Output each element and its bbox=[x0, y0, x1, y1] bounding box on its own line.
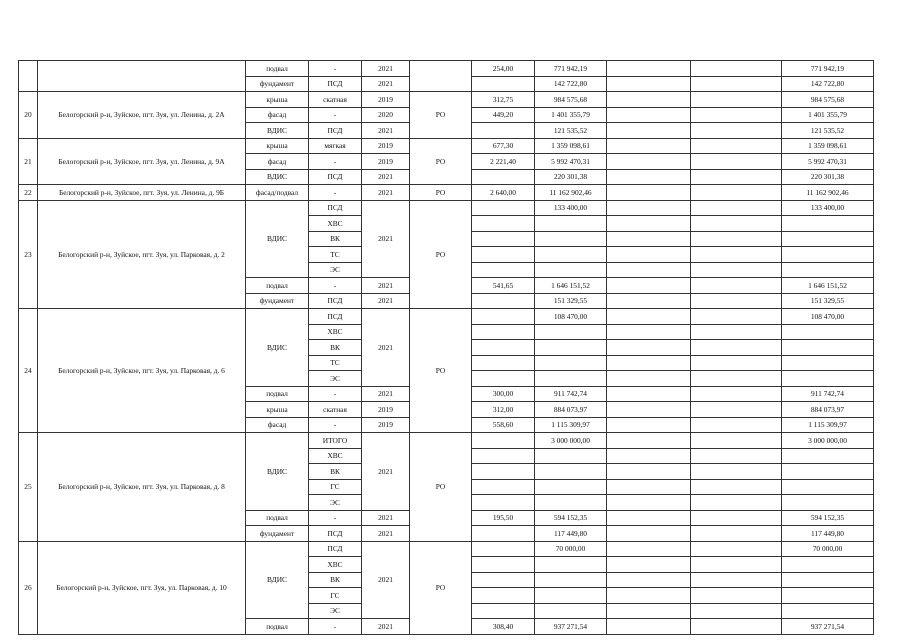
empty-cell bbox=[607, 557, 691, 573]
empty-cell bbox=[607, 588, 691, 604]
type-cell: ХВС bbox=[309, 324, 362, 340]
empty-cell bbox=[691, 464, 782, 480]
type-cell: - bbox=[309, 154, 362, 170]
year-cell: 2021 bbox=[362, 278, 410, 294]
cost-cell: 1 115 309,97 bbox=[535, 417, 607, 433]
work-cell: ВДИС bbox=[246, 541, 309, 619]
work-cell: крыша bbox=[246, 92, 309, 108]
area-cell: 558,60 bbox=[472, 417, 535, 433]
total-cell: 70 000,00 bbox=[782, 541, 874, 557]
empty-cell bbox=[535, 603, 607, 619]
empty-cell bbox=[691, 619, 782, 635]
empty-cell bbox=[535, 371, 607, 387]
work-cell: фасад bbox=[246, 107, 309, 123]
type-cell: ЭС bbox=[309, 603, 362, 619]
type-cell: - bbox=[309, 417, 362, 433]
table-row bbox=[19, 92, 874, 108]
empty-cell bbox=[607, 603, 691, 619]
empty-cell bbox=[607, 464, 691, 480]
empty-cell bbox=[607, 262, 691, 278]
empty-cell bbox=[607, 541, 691, 557]
ro-cell: РО bbox=[410, 138, 472, 185]
empty-cell bbox=[535, 216, 607, 232]
total-cell: 121 535,52 bbox=[782, 123, 874, 139]
cost-cell: 133 400,00 bbox=[535, 200, 607, 216]
area-cell: 312,75 bbox=[472, 92, 535, 108]
cost-cell: 11 162 902,46 bbox=[535, 185, 607, 201]
area-cell bbox=[472, 76, 535, 92]
total-cell: 142 722,80 bbox=[782, 76, 874, 92]
row-number: 25 bbox=[19, 433, 38, 542]
empty-cell bbox=[472, 572, 535, 588]
year-cell: 2019 bbox=[362, 154, 410, 170]
empty-cell bbox=[607, 293, 691, 309]
cost-cell: 594 152,35 bbox=[535, 510, 607, 526]
total-cell: 771 942,19 bbox=[782, 61, 874, 77]
empty-cell bbox=[472, 588, 535, 604]
cost-cell: 220 301,38 bbox=[535, 169, 607, 185]
year-cell: 2019 bbox=[362, 92, 410, 108]
row-number: 21 bbox=[19, 138, 38, 185]
empty-cell bbox=[607, 340, 691, 356]
year-cell: 2021 bbox=[362, 526, 410, 542]
area-cell: 254,00 bbox=[472, 61, 535, 77]
type-cell: ПСД bbox=[309, 541, 362, 557]
work-cell: ВДИС bbox=[246, 123, 309, 139]
address-cell: Белогорский р-н, Зуйское, пгт. Зуя, ул. Парковая, д. 8 bbox=[38, 433, 246, 542]
empty-cell bbox=[535, 340, 607, 356]
empty-cell bbox=[691, 76, 782, 92]
area-cell: 195,50 bbox=[472, 510, 535, 526]
cost-cell: 771 942,19 bbox=[535, 61, 607, 77]
cost-cell: 1 359 098,61 bbox=[535, 138, 607, 154]
empty-cell bbox=[472, 324, 535, 340]
work-cell: ВДИС bbox=[246, 169, 309, 185]
total-cell: 984 575,68 bbox=[782, 92, 874, 108]
year-cell: 2021 bbox=[362, 619, 410, 635]
address-cell: Белогорский р-н, Зуйское, пгт. Зуя, ул. Ленина, д. 9А bbox=[38, 138, 246, 185]
year-cell: 2021 bbox=[362, 510, 410, 526]
empty-cell bbox=[607, 123, 691, 139]
work-cell: подвал bbox=[246, 278, 309, 294]
empty-cell bbox=[691, 123, 782, 139]
empty-cell bbox=[782, 371, 874, 387]
year-cell: 2020 bbox=[362, 107, 410, 123]
empty-cell bbox=[782, 340, 874, 356]
empty-cell bbox=[782, 479, 874, 495]
area-cell: 300,00 bbox=[472, 386, 535, 402]
year-cell: 2021 bbox=[362, 433, 410, 511]
empty-cell bbox=[607, 495, 691, 511]
empty-cell bbox=[691, 355, 782, 371]
empty-cell bbox=[691, 417, 782, 433]
type-cell: ЭС bbox=[309, 371, 362, 387]
area-cell: 308,40 bbox=[472, 619, 535, 635]
empty-cell bbox=[535, 355, 607, 371]
empty-cell bbox=[691, 169, 782, 185]
empty-cell bbox=[691, 603, 782, 619]
empty-cell bbox=[535, 588, 607, 604]
type-cell: - bbox=[309, 61, 362, 77]
empty-cell bbox=[535, 324, 607, 340]
ro-cell bbox=[410, 61, 472, 92]
type-cell: - bbox=[309, 386, 362, 402]
type-cell: ЭС bbox=[309, 262, 362, 278]
empty-cell bbox=[782, 324, 874, 340]
area-cell: 449,20 bbox=[472, 107, 535, 123]
area-cell bbox=[472, 200, 535, 216]
empty-cell bbox=[607, 371, 691, 387]
work-cell: подвал bbox=[246, 61, 309, 77]
address-cell: Белогорский р-н, Зуйское, пгт. Зуя, ул. Парковая, д. 6 bbox=[38, 309, 246, 433]
ro-cell: РО bbox=[410, 541, 472, 634]
empty-cell bbox=[782, 557, 874, 573]
empty-cell bbox=[607, 107, 691, 123]
empty-cell bbox=[607, 386, 691, 402]
empty-cell bbox=[472, 557, 535, 573]
empty-cell bbox=[472, 340, 535, 356]
empty-cell bbox=[607, 138, 691, 154]
empty-cell bbox=[607, 355, 691, 371]
empty-cell bbox=[691, 154, 782, 170]
empty-cell bbox=[782, 603, 874, 619]
ro-cell: РО bbox=[410, 200, 472, 309]
empty-cell bbox=[535, 262, 607, 278]
table-row bbox=[19, 61, 874, 77]
work-cell: ВДИС bbox=[246, 309, 309, 387]
area-cell: 541,65 bbox=[472, 278, 535, 294]
type-cell: ВК bbox=[309, 231, 362, 247]
cost-cell: 142 722,80 bbox=[535, 76, 607, 92]
empty-cell bbox=[607, 448, 691, 464]
ro-cell: РО bbox=[410, 309, 472, 433]
empty-cell bbox=[691, 200, 782, 216]
work-cell: подвал bbox=[246, 619, 309, 635]
work-cell: подвал bbox=[246, 510, 309, 526]
year-cell: 2021 bbox=[362, 200, 410, 278]
table-row bbox=[19, 138, 874, 154]
empty-cell bbox=[691, 340, 782, 356]
empty-cell bbox=[691, 495, 782, 511]
empty-cell bbox=[472, 247, 535, 263]
total-cell: 1 115 309,97 bbox=[782, 417, 874, 433]
cost-cell: 117 449,80 bbox=[535, 526, 607, 542]
type-cell: ХВС bbox=[309, 448, 362, 464]
ro-cell: РО bbox=[410, 92, 472, 139]
empty-cell bbox=[535, 231, 607, 247]
total-cell: 884 073,97 bbox=[782, 402, 874, 418]
empty-cell bbox=[607, 433, 691, 449]
repair-schedule-table bbox=[18, 60, 874, 635]
year-cell: 2019 bbox=[362, 402, 410, 418]
empty-cell bbox=[691, 526, 782, 542]
empty-cell bbox=[535, 479, 607, 495]
empty-cell bbox=[691, 278, 782, 294]
type-cell: - bbox=[309, 107, 362, 123]
empty-cell bbox=[607, 169, 691, 185]
address-cell: Белогорский р-н, Зуйское, пгт. Зуя, ул. Ленина, д. 2А bbox=[38, 92, 246, 139]
type-cell: скатная bbox=[309, 92, 362, 108]
year-cell: 2021 bbox=[362, 386, 410, 402]
total-cell: 1 401 355,79 bbox=[782, 107, 874, 123]
empty-cell bbox=[691, 572, 782, 588]
type-cell: скатная bbox=[309, 402, 362, 418]
empty-cell bbox=[782, 572, 874, 588]
empty-cell bbox=[691, 185, 782, 201]
cost-cell: 121 535,52 bbox=[535, 123, 607, 139]
table-row bbox=[19, 185, 874, 201]
area-cell: 312,00 bbox=[472, 402, 535, 418]
year-cell: 2021 bbox=[362, 123, 410, 139]
empty-cell bbox=[782, 355, 874, 371]
cost-cell: 151 329,55 bbox=[535, 293, 607, 309]
cost-cell: 937 271,54 bbox=[535, 619, 607, 635]
empty-cell bbox=[691, 541, 782, 557]
empty-cell bbox=[607, 247, 691, 263]
empty-cell bbox=[472, 464, 535, 480]
empty-cell bbox=[782, 588, 874, 604]
address-cell: Белогорский р-н, Зуйское, пгт. Зуя, ул. Парковая, д. 10 bbox=[38, 541, 246, 634]
row-number: 22 bbox=[19, 185, 38, 201]
area-cell: 677,30 bbox=[472, 138, 535, 154]
row-number bbox=[19, 61, 38, 92]
empty-cell bbox=[607, 510, 691, 526]
empty-cell bbox=[607, 402, 691, 418]
area-cell: 2 640,00 bbox=[472, 185, 535, 201]
cost-cell: 108 470,00 bbox=[535, 309, 607, 325]
area-cell bbox=[472, 433, 535, 449]
total-cell: 1 646 151,52 bbox=[782, 278, 874, 294]
type-cell: ПСД bbox=[309, 123, 362, 139]
empty-cell bbox=[535, 448, 607, 464]
table-row bbox=[19, 433, 874, 449]
year-cell: 2021 bbox=[362, 185, 410, 201]
cost-cell: 911 742,74 bbox=[535, 386, 607, 402]
empty-cell bbox=[472, 216, 535, 232]
empty-cell bbox=[782, 216, 874, 232]
ro-cell: РО bbox=[410, 185, 472, 201]
empty-cell bbox=[472, 231, 535, 247]
area-cell: 2 221,40 bbox=[472, 154, 535, 170]
total-cell: 911 742,74 bbox=[782, 386, 874, 402]
type-cell: ВК bbox=[309, 340, 362, 356]
empty-cell bbox=[691, 371, 782, 387]
total-cell: 594 152,35 bbox=[782, 510, 874, 526]
area-cell bbox=[472, 169, 535, 185]
work-cell: фасад bbox=[246, 154, 309, 170]
area-cell bbox=[472, 293, 535, 309]
year-cell: 2021 bbox=[362, 541, 410, 619]
empty-cell bbox=[607, 309, 691, 325]
empty-cell bbox=[607, 231, 691, 247]
empty-cell bbox=[691, 92, 782, 108]
empty-cell bbox=[782, 448, 874, 464]
type-cell: мягкая bbox=[309, 138, 362, 154]
area-cell bbox=[472, 526, 535, 542]
empty-cell bbox=[472, 495, 535, 511]
empty-cell bbox=[782, 464, 874, 480]
empty-cell bbox=[607, 619, 691, 635]
empty-cell bbox=[691, 293, 782, 309]
row-number: 26 bbox=[19, 541, 38, 634]
cost-cell: 3 000 000,00 bbox=[535, 433, 607, 449]
empty-cell bbox=[691, 309, 782, 325]
empty-cell bbox=[472, 371, 535, 387]
cost-cell: 884 073,97 bbox=[535, 402, 607, 418]
type-cell: - bbox=[309, 619, 362, 635]
work-cell: фундамент bbox=[246, 293, 309, 309]
type-cell: ПСД bbox=[309, 526, 362, 542]
type-cell: ПСД bbox=[309, 200, 362, 216]
total-cell: 1 359 098,61 bbox=[782, 138, 874, 154]
year-cell: 2021 bbox=[362, 61, 410, 77]
empty-cell bbox=[691, 324, 782, 340]
empty-cell bbox=[691, 588, 782, 604]
year-cell: 2021 bbox=[362, 169, 410, 185]
total-cell: 151 329,55 bbox=[782, 293, 874, 309]
work-cell: ВДИС bbox=[246, 200, 309, 278]
total-cell: 3 000 000,00 bbox=[782, 433, 874, 449]
year-cell: 2021 bbox=[362, 293, 410, 309]
empty-cell bbox=[607, 76, 691, 92]
empty-cell bbox=[607, 61, 691, 77]
empty-cell bbox=[472, 355, 535, 371]
empty-cell bbox=[535, 464, 607, 480]
empty-cell bbox=[782, 231, 874, 247]
empty-cell bbox=[535, 557, 607, 573]
empty-cell bbox=[607, 278, 691, 294]
area-cell bbox=[472, 123, 535, 139]
type-cell: ХВС bbox=[309, 557, 362, 573]
work-cell: крыша bbox=[246, 402, 309, 418]
cost-cell: 1 646 151,52 bbox=[535, 278, 607, 294]
empty-cell bbox=[691, 402, 782, 418]
address-cell: Белогорский р-н, Зуйское, пгт. Зуя, ул. Ленина, д. 9Б bbox=[38, 185, 246, 201]
year-cell: 2019 bbox=[362, 138, 410, 154]
type-cell: ТС bbox=[309, 355, 362, 371]
empty-cell bbox=[535, 247, 607, 263]
total-cell: 937 271,54 bbox=[782, 619, 874, 635]
empty-cell bbox=[472, 603, 535, 619]
empty-cell bbox=[691, 216, 782, 232]
type-cell: ВК bbox=[309, 572, 362, 588]
empty-cell bbox=[472, 262, 535, 278]
work-cell: фасад bbox=[246, 417, 309, 433]
empty-cell bbox=[691, 433, 782, 449]
empty-cell bbox=[691, 386, 782, 402]
address-cell bbox=[38, 61, 246, 92]
empty-cell bbox=[782, 247, 874, 263]
address-cell: Белогорский р-н, Зуйское, пгт. Зуя, ул. Парковая, д. 2 bbox=[38, 200, 246, 309]
table-row bbox=[19, 541, 874, 557]
empty-cell bbox=[691, 231, 782, 247]
type-cell: ГС bbox=[309, 479, 362, 495]
total-cell: 133 400,00 bbox=[782, 200, 874, 216]
type-cell: ВК bbox=[309, 464, 362, 480]
row-number: 23 bbox=[19, 200, 38, 309]
year-cell: 2019 bbox=[362, 417, 410, 433]
empty-cell bbox=[691, 448, 782, 464]
type-cell: ИТОГО bbox=[309, 433, 362, 449]
type-cell: - bbox=[309, 510, 362, 526]
empty-cell bbox=[607, 200, 691, 216]
work-cell: крыша bbox=[246, 138, 309, 154]
cost-cell: 984 575,68 bbox=[535, 92, 607, 108]
empty-cell bbox=[607, 324, 691, 340]
type-cell: ХВС bbox=[309, 216, 362, 232]
empty-cell bbox=[782, 262, 874, 278]
type-cell: ГС bbox=[309, 588, 362, 604]
empty-cell bbox=[691, 479, 782, 495]
empty-cell bbox=[472, 448, 535, 464]
total-cell: 220 301,38 bbox=[782, 169, 874, 185]
ro-cell: РО bbox=[410, 433, 472, 542]
empty-cell bbox=[607, 92, 691, 108]
type-cell: ПСД bbox=[309, 76, 362, 92]
area-cell bbox=[472, 541, 535, 557]
empty-cell bbox=[607, 479, 691, 495]
type-cell: - bbox=[309, 278, 362, 294]
empty-cell bbox=[535, 495, 607, 511]
empty-cell bbox=[691, 247, 782, 263]
total-cell: 108 470,00 bbox=[782, 309, 874, 325]
type-cell: - bbox=[309, 185, 362, 201]
empty-cell bbox=[691, 61, 782, 77]
cost-cell: 5 992 470,31 bbox=[535, 154, 607, 170]
type-cell: ТС bbox=[309, 247, 362, 263]
empty-cell bbox=[607, 185, 691, 201]
empty-cell bbox=[607, 216, 691, 232]
table-row bbox=[19, 200, 874, 216]
total-cell: 117 449,80 bbox=[782, 526, 874, 542]
total-cell: 11 162 902,46 bbox=[782, 185, 874, 201]
row-number: 24 bbox=[19, 309, 38, 433]
empty-cell bbox=[535, 572, 607, 588]
empty-cell bbox=[691, 262, 782, 278]
work-cell: фасад/подвал bbox=[246, 185, 309, 201]
work-cell: фундамент bbox=[246, 526, 309, 542]
empty-cell bbox=[691, 107, 782, 123]
type-cell: ЭС bbox=[309, 495, 362, 511]
empty-cell bbox=[607, 417, 691, 433]
work-cell: ВДИС bbox=[246, 433, 309, 511]
row-number: 20 bbox=[19, 92, 38, 139]
year-cell: 2021 bbox=[362, 76, 410, 92]
empty-cell bbox=[691, 557, 782, 573]
type-cell: ПСД bbox=[309, 169, 362, 185]
type-cell: ПСД bbox=[309, 293, 362, 309]
work-cell: фундамент bbox=[246, 76, 309, 92]
empty-cell bbox=[782, 495, 874, 511]
work-cell: подвал bbox=[246, 386, 309, 402]
empty-cell bbox=[472, 479, 535, 495]
total-cell: 5 992 470,31 bbox=[782, 154, 874, 170]
empty-cell bbox=[607, 154, 691, 170]
empty-cell bbox=[691, 510, 782, 526]
table-row bbox=[19, 309, 874, 325]
year-cell: 2021 bbox=[362, 309, 410, 387]
empty-cell bbox=[607, 572, 691, 588]
cost-cell: 70 000,00 bbox=[535, 541, 607, 557]
type-cell: ПСД bbox=[309, 309, 362, 325]
cost-cell: 1 401 355,79 bbox=[535, 107, 607, 123]
empty-cell bbox=[691, 138, 782, 154]
empty-cell bbox=[607, 526, 691, 542]
area-cell bbox=[472, 309, 535, 325]
